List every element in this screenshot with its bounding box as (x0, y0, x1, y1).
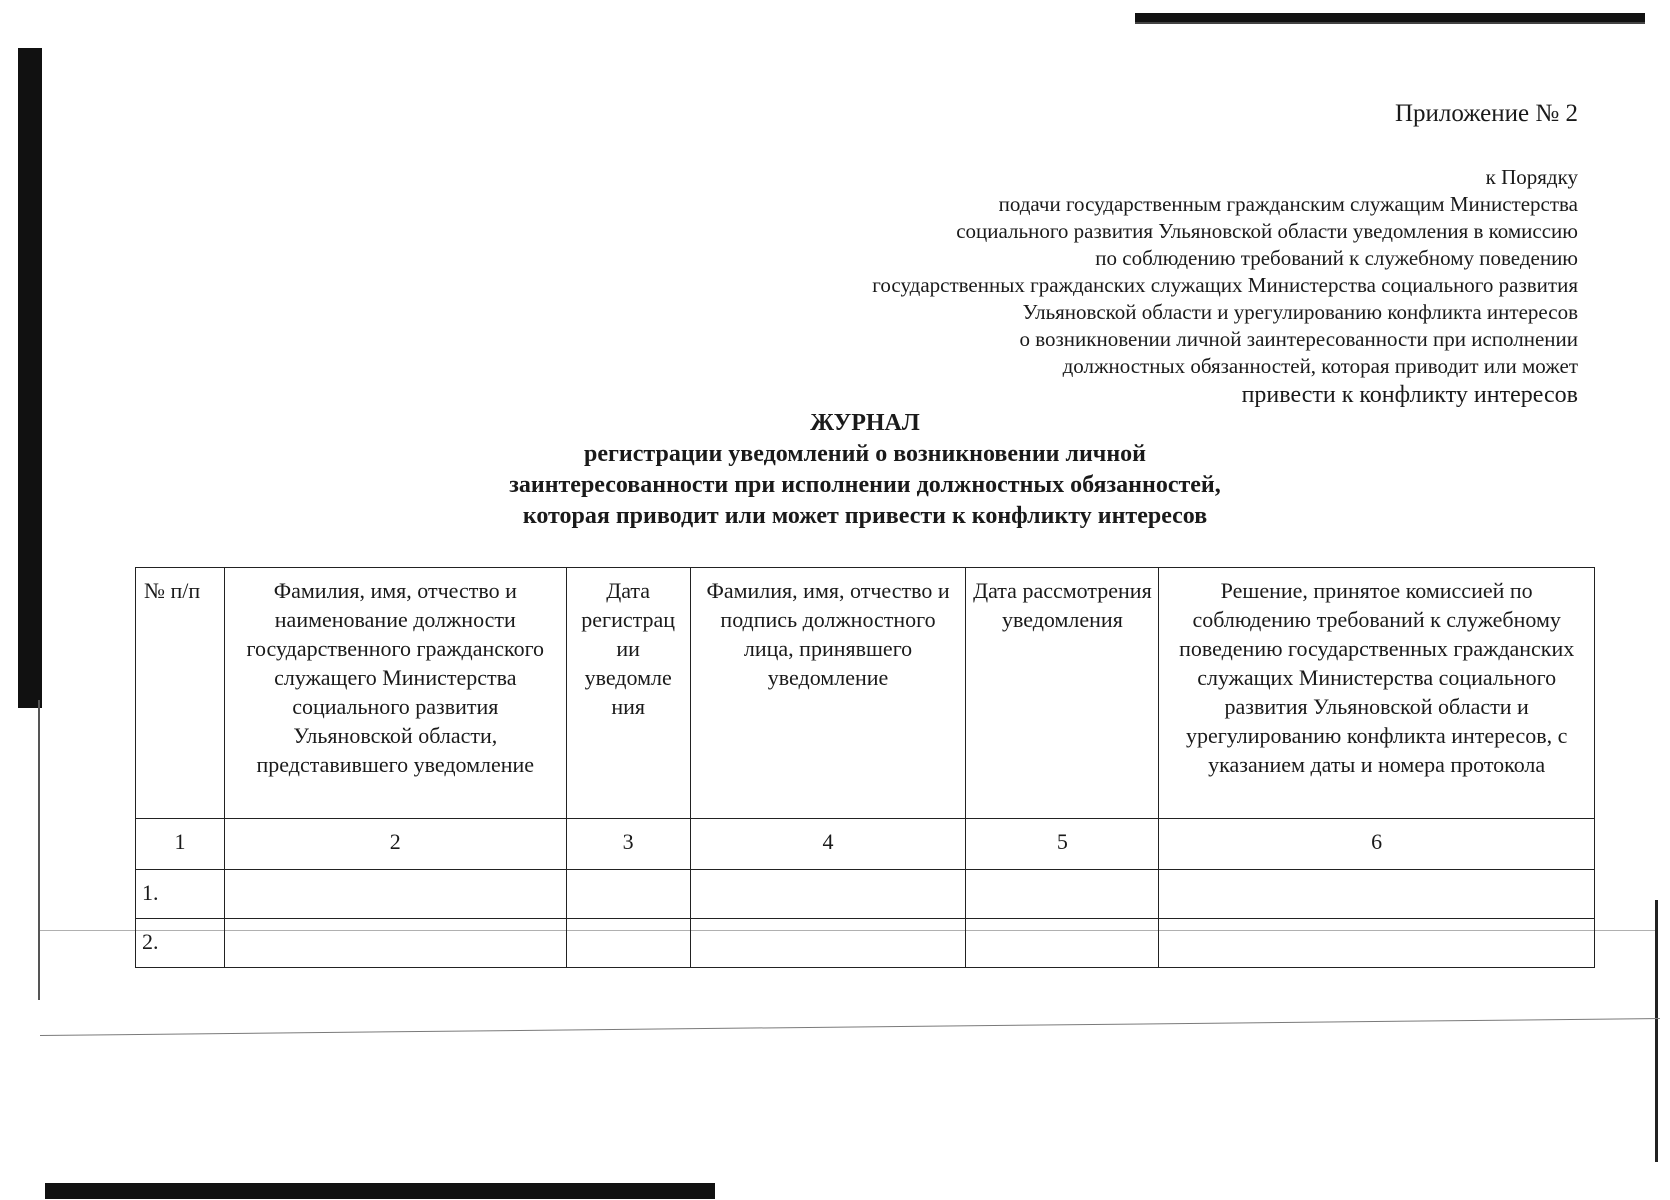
journal-table (135, 567, 1595, 968)
column-header: Решение, принятое комиссией по соблюдению требований к служебному поведению государственных гражданских служащих Министерства социального развития Ульяновской области и урегулированию конфликта интересов, с указанием даты и номера протокола (1159, 568, 1595, 819)
table-header-row (136, 568, 1595, 819)
table-cell (966, 870, 1159, 919)
order-line: государственных гражданских служащих Министерства социального развития (872, 273, 1578, 297)
column-header: Фамилия, имя, отчество и наименование должности государственного гражданского служащего Министерства социального развития Ульяновской области, представившего уведомление (224, 568, 566, 819)
title-line: заинтересованности при исполнении должностных обязанностей, (509, 472, 1221, 498)
order-line: подачи государственным гражданским служащим Министерства (998, 192, 1578, 216)
title-heading: ЖУРНАЛ (810, 410, 920, 436)
table-cell (966, 919, 1159, 968)
column-header: Дата регистрац ии уведомле ния (566, 568, 690, 819)
table-row (136, 919, 1595, 968)
scan-edge-top-thin (1135, 22, 1645, 24)
scan-edge-bottom (45, 1183, 715, 1199)
column-number: 4 (690, 819, 966, 870)
order-line: по соблюдению требований к служебному поведению (1095, 246, 1578, 270)
column-number: 1 (136, 819, 225, 870)
order-line: к Порядку (1485, 165, 1578, 189)
table-cell (690, 870, 966, 919)
document-title (0, 408, 1670, 532)
table-cell (224, 870, 566, 919)
table-cell (566, 919, 690, 968)
table-cell (1159, 919, 1595, 968)
scan-edge-left (18, 48, 42, 708)
table-cell (1159, 870, 1595, 919)
column-number: 5 (966, 819, 1159, 870)
scan-edge-right (1655, 900, 1658, 1162)
table-row (136, 870, 1595, 919)
order-line: привести к конфликту интересов (1241, 382, 1578, 408)
table-cell: 2. (136, 919, 225, 968)
order-line: социального развития Ульяновской области уведомления в комиссию (956, 219, 1578, 243)
column-number-row (136, 819, 1595, 870)
title-line: регистрации уведомлений о возникновении личной (584, 441, 1146, 467)
column-header: Фамилия, имя, отчество и подпись должностного лица, принявшего уведомление (690, 568, 966, 819)
table-cell: 1. (136, 870, 225, 919)
order-line: о возникновении личной заинтересованности при исполнении (1019, 327, 1578, 351)
table-cell (566, 870, 690, 919)
scan-line (40, 1018, 1660, 1036)
column-number: 3 (566, 819, 690, 870)
column-header: № п/п (136, 568, 225, 819)
column-header: Дата рассмотрения уведомления (966, 568, 1159, 819)
column-number: 2 (224, 819, 566, 870)
table-cell (224, 919, 566, 968)
column-number: 6 (1159, 819, 1595, 870)
order-line: Ульяновской области и урегулированию конфликта интересов (1022, 300, 1578, 324)
appendix-label: Приложение № 2 (1394, 100, 1578, 127)
title-line: которая приводит или может привести к конфликту интересов (522, 503, 1208, 529)
order-reference (678, 164, 1578, 410)
table-cell (690, 919, 966, 968)
scan-edge-left-thin (38, 700, 40, 1000)
order-line: должностных обязанностей, которая приводит или может (1062, 354, 1578, 378)
